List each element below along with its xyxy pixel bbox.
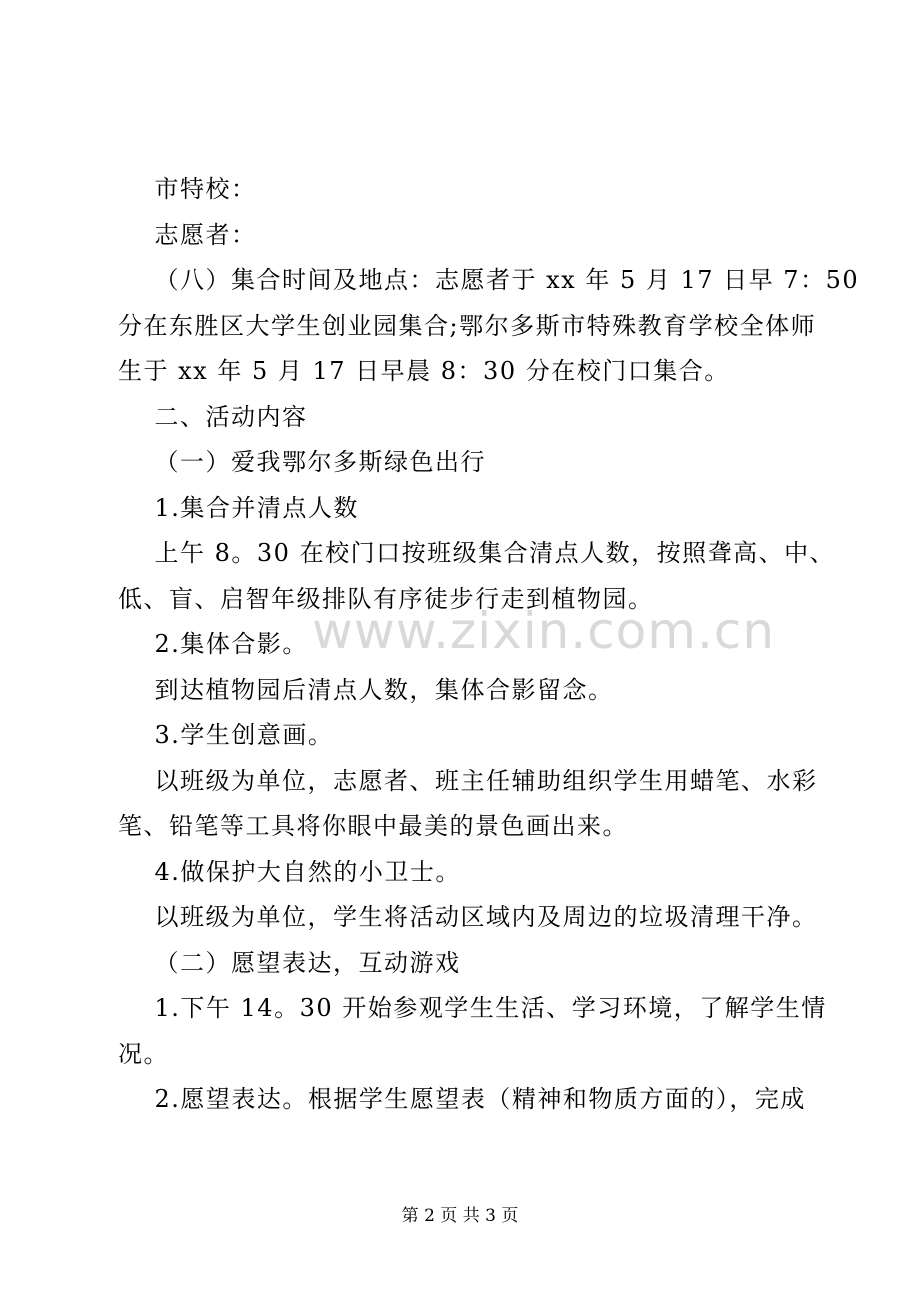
text-line: 低、盲、启智年级排队有序徒步行走到植物园。 xyxy=(118,584,654,613)
text-line: 分在东胜区大学生创业园集合;鄂尔多斯市特殊教育学校全体师 xyxy=(118,311,817,340)
text-line: 1.集合并清点人数 xyxy=(118,493,359,522)
text-line: 上午 8。30 在校门口按班级集合清点人数，按照聋高、中、 xyxy=(118,539,836,567)
text-line: 笔、铅笔等工具将你眼中最美的景色画出来。 xyxy=(118,812,628,840)
watermark: www.zixin.com.cn xyxy=(312,602,776,660)
text-line: 况。 xyxy=(118,1039,169,1068)
text-line: （一）爱我鄂尔多斯绿色出行 xyxy=(118,448,487,476)
text-line: 以班级为单位，学生将活动区域内及周边的垃圾清理干净。 xyxy=(118,903,818,931)
text-line: 志愿者： xyxy=(118,220,257,249)
text-line: 4.做保护大自然的小卫士。 xyxy=(118,857,461,886)
text-line: 2.愿望表达。根据学生愿望表（精神和物质方面的），完成 xyxy=(118,1085,806,1113)
page-footer: 第 2 页 共 3 页 xyxy=(401,1206,519,1226)
text-line: （八）集合时间及地点：志愿者于 xx 年 5 月 17 日早 7：50 xyxy=(118,266,860,294)
text-line: 二、活动内容 xyxy=(118,402,308,431)
text-line: 到达植物园后清点人数，集体合影留念。 xyxy=(118,675,614,704)
text-line: （二）愿望表达，互动游戏 xyxy=(118,948,461,977)
text-line: 市特校： xyxy=(118,175,257,203)
text-line: 生于 xx 年 5 月 17 日早晨 8：30 分在校门口集合。 xyxy=(118,357,730,385)
text-line: 1.下午 14。30 开始参观学生生活、学习环境，了解学生情 xyxy=(118,994,827,1022)
text-line: 以班级为单位，志愿者、班主任辅助组织学生用蜡笔、水彩 xyxy=(118,766,818,795)
text-line: 3.学生创意画。 xyxy=(118,721,334,749)
text-line: 2.集体合影。 xyxy=(118,630,308,658)
